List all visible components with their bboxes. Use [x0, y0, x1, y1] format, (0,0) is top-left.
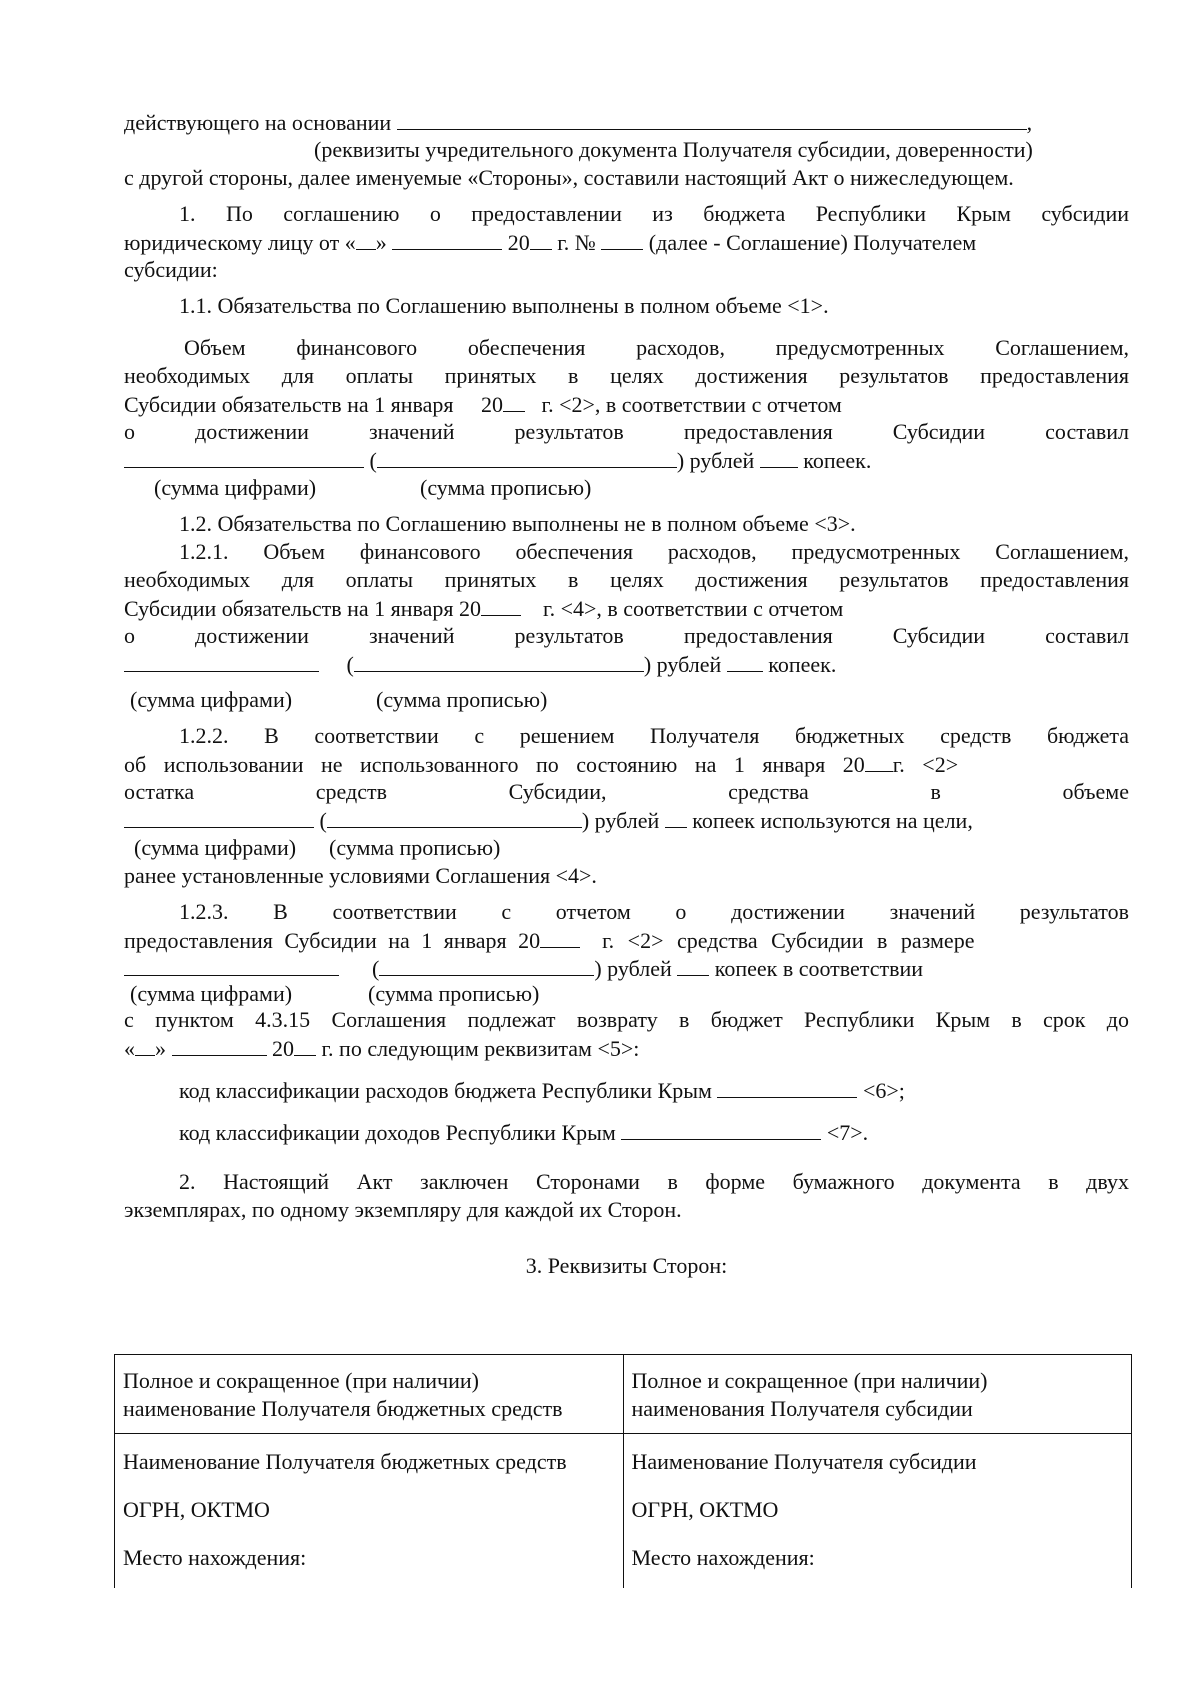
p12-line2: необходимых для оплаты принятых в целях достижения результатов предоставления	[124, 567, 1129, 592]
sum-words-blank	[327, 806, 582, 828]
p1-text-d: г. №	[557, 230, 596, 255]
ogrn-right: ОГРН, ОКТМО	[623, 1476, 1132, 1524]
p1-text-b: »	[375, 230, 387, 255]
rub-text: ) рублей	[643, 652, 722, 677]
p122-line4	[124, 806, 1129, 834]
p122-line1: 1.2.2. В соответствии с решением Получателя бюджетных средств бюджета	[179, 723, 1129, 748]
head-left: Полное и сокращенное (при наличии) наименование Получателя бюджетных средств	[115, 1355, 624, 1434]
kop-text: копеек в соответствии	[714, 956, 924, 981]
sum-digits-blank	[124, 446, 364, 468]
ogrn-left: ОГРН, ОКТМО	[115, 1476, 624, 1524]
p123-line1: 1.2.3. В соответствии с отчетом о достижении значений результатов	[179, 899, 1129, 924]
p122-captions	[124, 834, 1129, 862]
p12-captions	[124, 686, 1129, 714]
sum-digits-blank	[124, 650, 319, 672]
requisites-table	[114, 1354, 1132, 1588]
month-blank	[392, 228, 502, 250]
sum-words-blank	[377, 446, 677, 468]
p122-line2	[124, 750, 1129, 778]
p11-l3c: г. <2>, в соответствии с отчетом	[541, 392, 842, 417]
kop-text: копеек используются на цели,	[692, 808, 973, 833]
p11-captions	[124, 474, 1129, 502]
kop-blank	[677, 954, 709, 976]
p11-line3	[124, 390, 1129, 418]
intro-comma: ,	[1026, 110, 1033, 135]
caption-digits: (сумма цифрами)	[130, 687, 293, 712]
year-blank	[530, 228, 552, 250]
p1-text-c: 20	[507, 230, 530, 255]
p123-l2b: г. <2> средства Субсидии в размере	[602, 928, 975, 953]
p12-line1: 1.2.1. Объем финансового обеспечения расходов, предусмотренных Соглашением,	[179, 539, 1129, 564]
p123-line4: с пунктом 4.3.15 Соглашения подлежат возврату в бюджет Республики Крым в срок до	[124, 1007, 1129, 1032]
p3-title: 3. Реквизиты Сторон:	[525, 1253, 728, 1278]
p123-captions	[124, 982, 1129, 1006]
quote-open: «	[124, 1036, 135, 1061]
document-page	[124, 108, 1129, 1280]
table-row	[115, 1355, 1132, 1434]
p12-l3a: Субсидии обязательств на 1 января 20	[124, 596, 482, 621]
p2-line2: экземплярах, по одному экземпляру для каждой их Сторон.	[124, 1197, 682, 1222]
day-blank	[135, 1034, 155, 1056]
year-blank	[503, 390, 525, 412]
head-right: Полное и сокращенное (при наличии) наименования Получателя субсидии	[623, 1355, 1132, 1434]
p1-line3: субсидии:	[124, 257, 218, 282]
rub-text: ) рублей	[581, 808, 660, 833]
p123-line3	[124, 954, 1129, 982]
p122-l2a: об использовании не использованного по состоянию на 1 января 20	[124, 752, 865, 777]
code-expense-blank	[717, 1076, 857, 1098]
code-expense-label: код классификации расходов бюджета Республики Крым	[179, 1078, 712, 1103]
kop-blank	[665, 806, 687, 828]
p2-line1: 2. Настоящий Акт заключен Сторонами в форме бумажного документа в двух	[179, 1169, 1129, 1194]
p11-line5	[124, 446, 1129, 474]
rub-text: ) рублей	[676, 448, 755, 473]
p12-l3b: г. <4>, в соответствии с отчетом	[543, 596, 844, 621]
p123-l5d: г. по следующим реквизитам <5>:	[321, 1036, 640, 1061]
caption-words: (сумма прописью)	[329, 835, 501, 860]
paren-open: (	[346, 652, 354, 677]
p123-line5	[124, 1034, 1129, 1062]
basis-blank	[397, 108, 1027, 130]
p12-line3	[124, 594, 1129, 622]
p11-line2: необходимых для оплаты принятых в целях достижения результатов предоставления	[124, 363, 1129, 388]
day-blank	[356, 228, 376, 250]
code-income-line	[124, 1118, 1129, 1146]
name-left: Наименование Получателя бюджетных средств	[115, 1434, 624, 1477]
code-income-blank	[621, 1118, 821, 1140]
kop-text: копеек.	[803, 448, 872, 473]
sum-words-blank	[354, 650, 644, 672]
code-expense-ref: <6>;	[862, 1078, 905, 1103]
p1-text-e: (далее - Соглашение) Получателем	[648, 230, 977, 255]
table-row	[115, 1434, 1132, 1477]
loc-right: Место нахождения:	[623, 1524, 1132, 1588]
caption-digits: (сумма цифрами)	[130, 981, 293, 1006]
p1-line2	[124, 228, 1129, 256]
table-row	[115, 1524, 1132, 1588]
year-blank	[540, 926, 580, 948]
paren-open: (	[369, 448, 377, 473]
caption-words: (сумма прописью)	[420, 475, 592, 500]
p12-line5	[124, 650, 1129, 678]
kop-blank	[727, 650, 763, 672]
p11-title: 1.1. Обязательства по Соглашению выполнены в полном объеме <1>.	[179, 293, 829, 318]
sum-digits-blank	[124, 806, 314, 828]
p123-line2	[124, 926, 1129, 954]
p122-line3: остатка средств Субсидии, средства в объеме	[124, 779, 1129, 804]
p123-l2a: предоставления Субсидии на 1 января 20	[124, 928, 541, 953]
code-income-ref: <7>.	[826, 1120, 869, 1145]
kop-text: копеек.	[768, 652, 837, 677]
loc-left: Место нахождения:	[115, 1524, 624, 1588]
caption-digits: (сумма цифрами)	[154, 475, 317, 500]
name-right: Наименование Получателя субсидии	[623, 1434, 1132, 1477]
sum-digits-blank	[124, 954, 339, 976]
year-blank	[481, 594, 521, 616]
p11-line4: о достижении значений результатов предоставления Субсидии составил	[124, 419, 1129, 444]
code-expense-line	[124, 1076, 1129, 1104]
p12-title: 1.2. Обязательства по Соглашению выполнены не в полном объеме <3>.	[179, 511, 856, 536]
paren-open: (	[319, 808, 327, 833]
p122-line5: ранее установленные условиями Соглашения <4>.	[124, 863, 597, 888]
intro-line-2: с другой стороны, далее именуемые «Стороны», составили настоящий Акт о нижеследующем.	[124, 165, 1014, 190]
year-blank	[865, 750, 893, 772]
year-prefix: 20	[272, 1036, 294, 1061]
rub-text: ) рублей	[594, 956, 672, 981]
month-blank	[172, 1034, 267, 1056]
intro-line	[124, 108, 1129, 136]
caption-words: (сумма прописью)	[376, 687, 548, 712]
caption-words: (сумма прописью)	[368, 981, 540, 1006]
p11-l3a: Субсидии обязательств на 1 января	[124, 392, 454, 417]
p11-line1: Объем финансового обеспечения расходов, предусмотренных Соглашением,	[184, 335, 1129, 360]
intro-caption: (реквизиты учредительного документа Получателя субсидии, доверенности)	[314, 137, 1033, 162]
intro-text: действующего на основании	[124, 110, 392, 135]
number-blank	[601, 228, 643, 250]
paren-open: (	[372, 956, 380, 981]
p12-line4: о достижении значений результатов предоставления Субсидии составил	[124, 623, 1129, 648]
year-blank	[294, 1034, 316, 1056]
table-row	[115, 1476, 1132, 1524]
kop-blank	[760, 446, 798, 468]
code-income-label: код классификации доходов Республики Крым	[179, 1120, 616, 1145]
caption-digits: (сумма цифрами)	[134, 835, 297, 860]
p1-text-a: юридическому лицу от «	[124, 230, 356, 255]
quote-close: »	[155, 1036, 166, 1061]
p122-l2b: г. <2>	[892, 752, 959, 777]
sum-words-blank	[379, 954, 594, 976]
p1-line1: 1. По соглашению о предоставлении из бюджета Республики Крым субсидии	[179, 201, 1129, 226]
p11-l3b: 20	[481, 392, 504, 417]
